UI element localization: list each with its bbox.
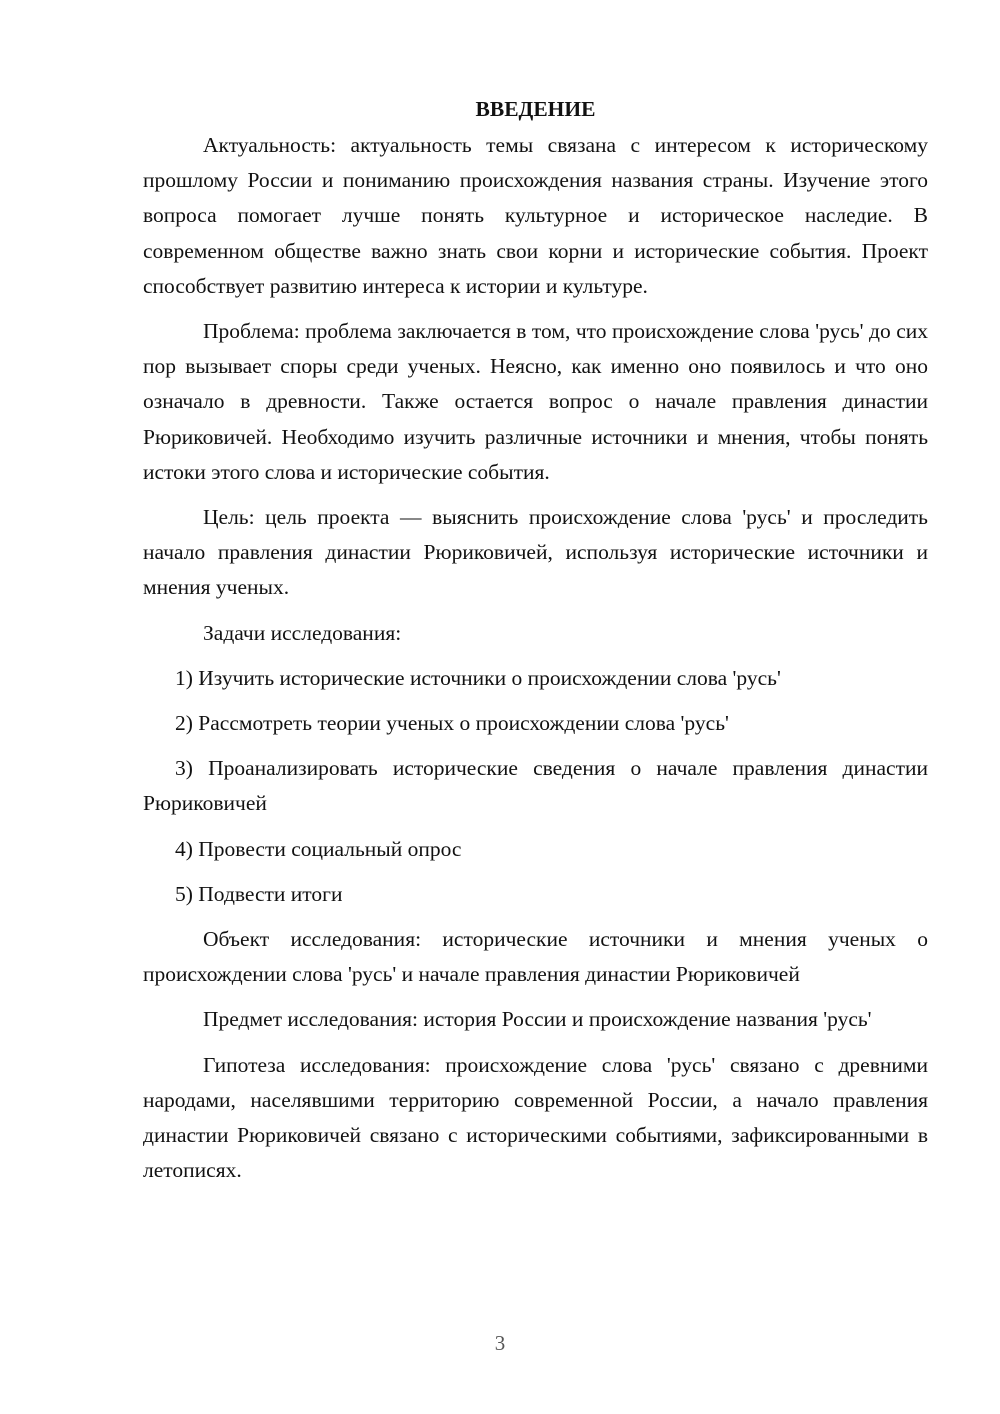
goal-paragraph: Цель: цель проекта — выяснить происхождение слова 'русь' и проследить начало правления династии Рюриковичей, используя исторические источники и мнения ученых. [143,505,928,600]
document-page [143,92,928,1198]
section-title: ВВЕДЕНИЕ [475,97,596,121]
relevance-paragraph: Актуальность: актуальность темы связана с интересом к историческому прошлому России и пониманию происхождения названия страны. Изучение этого вопроса помогает лучше понять культурное и историческое наследие. В современном обществе важно знать свои корни и исторические события. Проект способствует развитию интереса к истории и культуре. [143,133,928,298]
subject-paragraph: Предмет исследования: история России и происхождение названия 'русь' [203,1007,872,1032]
page-number: 3 [494,1331,506,1355]
hypothesis-paragraph: Гипотеза исследования: происхождение слова 'русь' связано с древними народами, населявшими территорию современной России, а начало правления династии Рюриковичей связано с историческими событиями, зафиксированными в летописях. [143,1052,928,1183]
tasks-heading: Задачи исследования: [203,620,402,645]
task-item-2: 2) Рассмотреть теории ученых о происхождении слова 'русь' [175,711,729,736]
task-item-4: 4) Провести социальный опрос [175,836,462,861]
task-item-3: 3) Проанализировать исторические сведения о начале правления династии Рюриковичей [143,756,928,816]
task-item-5: 5) Подвести итоги [175,881,343,906]
task-item-1: 1) Изучить исторические источники о происхождении слова 'русь' [175,665,781,690]
object-paragraph: Объект исследования: исторические источники и мнения ученых о происхождении слова 'русь' и начале правления династии Рюриковичей [143,927,928,987]
problem-paragraph: Проблема: проблема заключается в том, что происхождение слова 'русь' до сих пор вызывает споры среди ученых. Неясно, как именно оно появилось и что оно означало в древности. Также остается вопрос о начале правления династии Рюриковичей. Необходимо изучить различные источники и мнения, чтобы понять истоки этого слова и исторические события. [143,319,928,484]
